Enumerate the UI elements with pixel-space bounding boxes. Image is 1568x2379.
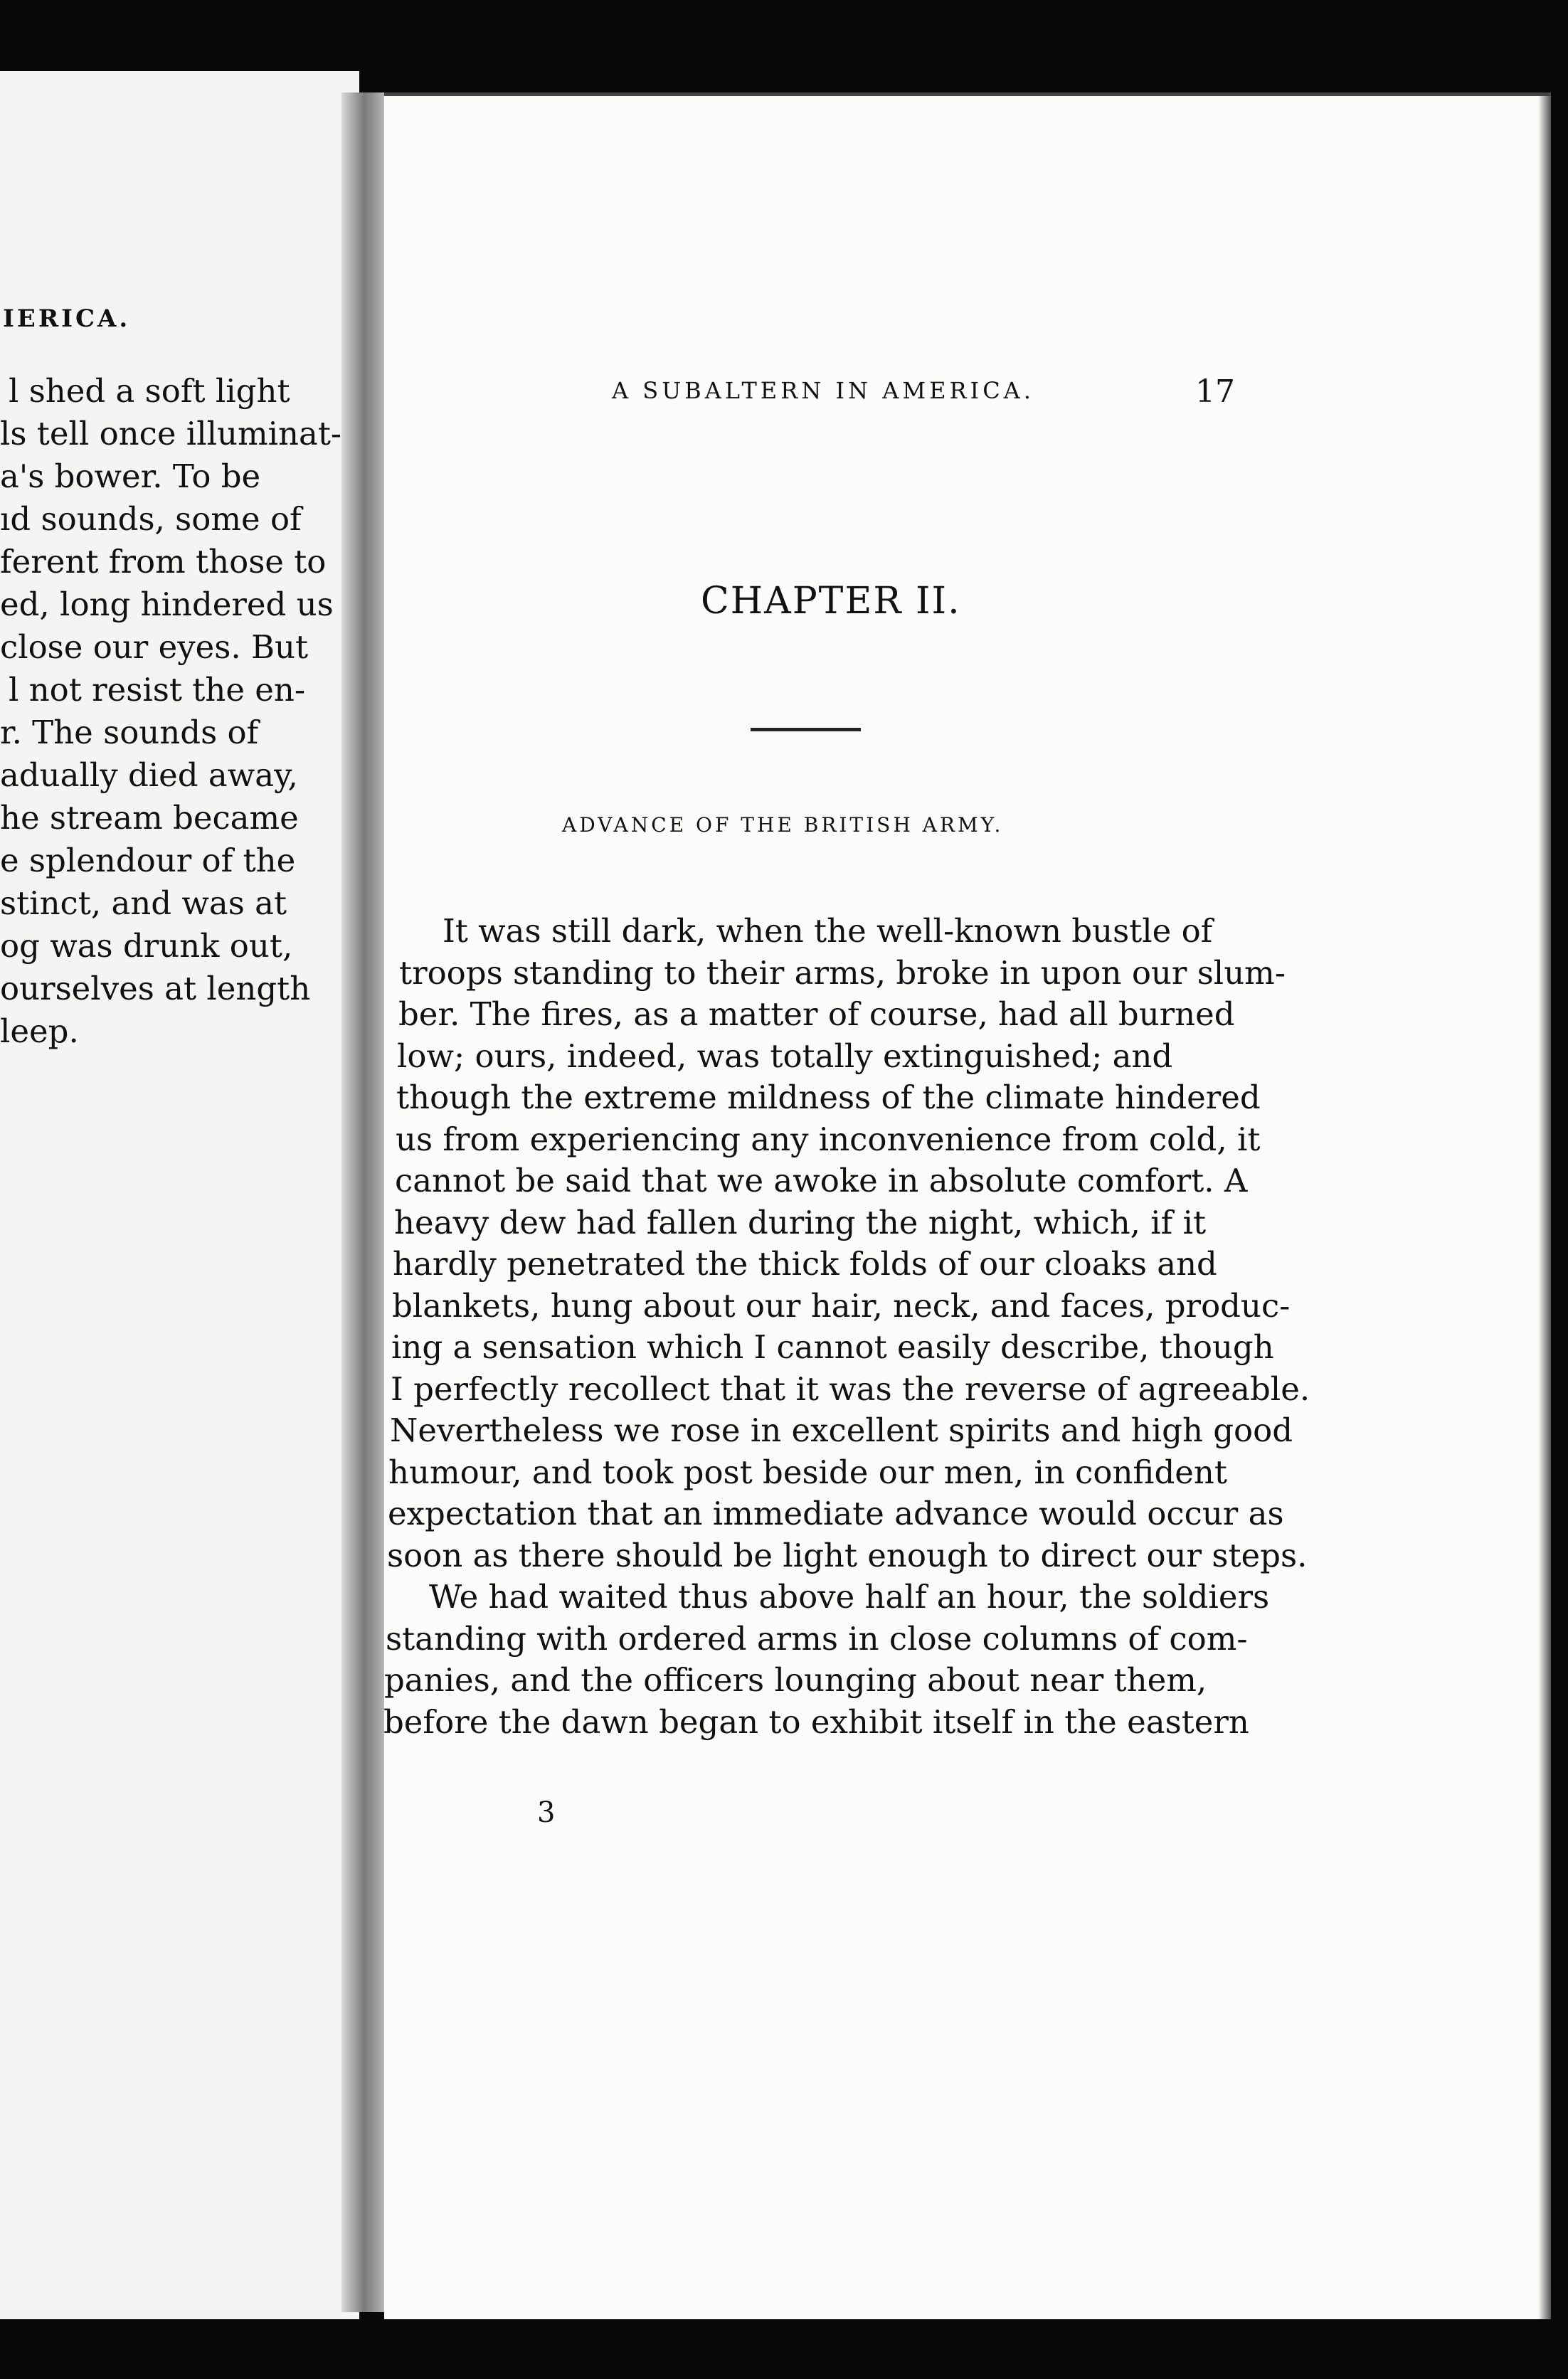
left-text-line: r. The sounds of — [0, 714, 259, 751]
body-text-line: heavy dew had fallen during the night, which, if it — [394, 1203, 1207, 1241]
body-text-line: ber. The fires, as a matter of course, had all burned — [398, 995, 1235, 1033]
body-text-line: standing with ordered arms in close columns of com- — [386, 1619, 1248, 1658]
left-text-line: l not resist the en- — [9, 671, 306, 709]
body-text-line: panies, and the officers lounging about near them, — [384, 1661, 1207, 1699]
left-text-line: og was drunk out, — [0, 927, 293, 965]
left-text-line: ferent from those to — [0, 543, 327, 581]
body-text-line: cannot be said that we awoke in absolute comfort. A — [395, 1162, 1248, 1199]
body-text-line: blankets, hung about our hair, neck, and faces, produc- — [392, 1286, 1291, 1325]
left-text-line: stinct, and was at — [0, 884, 287, 922]
body-text-line: humour, and took post beside our men, in confident — [388, 1453, 1227, 1491]
left-text-line: e splendour of the — [0, 842, 296, 879]
body-text-line: though the extreme mildness of the climate hindered — [396, 1079, 1261, 1116]
body-text-line: low; ours, indeed, was totally extinguished; and — [397, 1037, 1173, 1075]
body-text-line: hardly penetrated the thick folds of our cloaks and — [393, 1245, 1217, 1283]
left-running-head: IERICA. — [3, 304, 131, 333]
left-text-line: close our eyes. But — [0, 628, 309, 666]
body-text-line: We had waited thus above half an hour, the soldiers — [429, 1578, 1270, 1616]
body-text-line: It was still dark, when the well-known bustle of — [443, 912, 1213, 950]
left-text-line: ls tell once illuminat- — [0, 415, 342, 452]
left-text-line: he stream became — [0, 799, 299, 837]
left-text-line: ıd sounds, some of — [0, 500, 302, 538]
body-text-line: I perfectly recollect that it was the reverse of agreeable. — [391, 1369, 1310, 1408]
chapter-title: CHAPTER II. — [701, 580, 961, 622]
left-text-line: a's bower. To be — [0, 457, 261, 495]
body-text — [384, 96, 1551, 2319]
body-text-line: us from experiencing any inconvenience from cold, it — [396, 1120, 1261, 1158]
body-text-line: before the dawn began to exhibit itself in the eastern — [383, 1702, 1249, 1741]
chapter-subtitle: ADVANCE OF THE BRITISH ARMY. — [562, 813, 1004, 837]
left-text-line: leep. — [0, 1012, 79, 1050]
running-head: A SUBALTERN IN AMERICA. — [612, 377, 1034, 404]
page-number: 17 — [1195, 373, 1235, 410]
body-text-line: Nevertheless we rose in excellent spirits and high good — [390, 1411, 1293, 1449]
right-main-page — [384, 92, 1551, 2319]
left-text-line: l shed a soft light — [9, 372, 290, 410]
left-text-line: ed, long hindered us — [0, 586, 334, 623]
signature-mark: 3 — [537, 1796, 556, 1829]
left-facing-page — [0, 71, 359, 2319]
body-text-line: ing a sensation which I cannot easily describe, though — [391, 1328, 1274, 1366]
body-text-line: troops standing to their arms, broke in upon our slum- — [399, 953, 1286, 992]
body-text-line: expectation that an immediate advance would occur as — [388, 1495, 1284, 1532]
left-text-line: adually died away, — [0, 756, 298, 794]
left-text-line: ourselves at length — [0, 970, 311, 1007]
body-text-line: soon as there should be light enough to direct our steps. — [387, 1536, 1308, 1574]
